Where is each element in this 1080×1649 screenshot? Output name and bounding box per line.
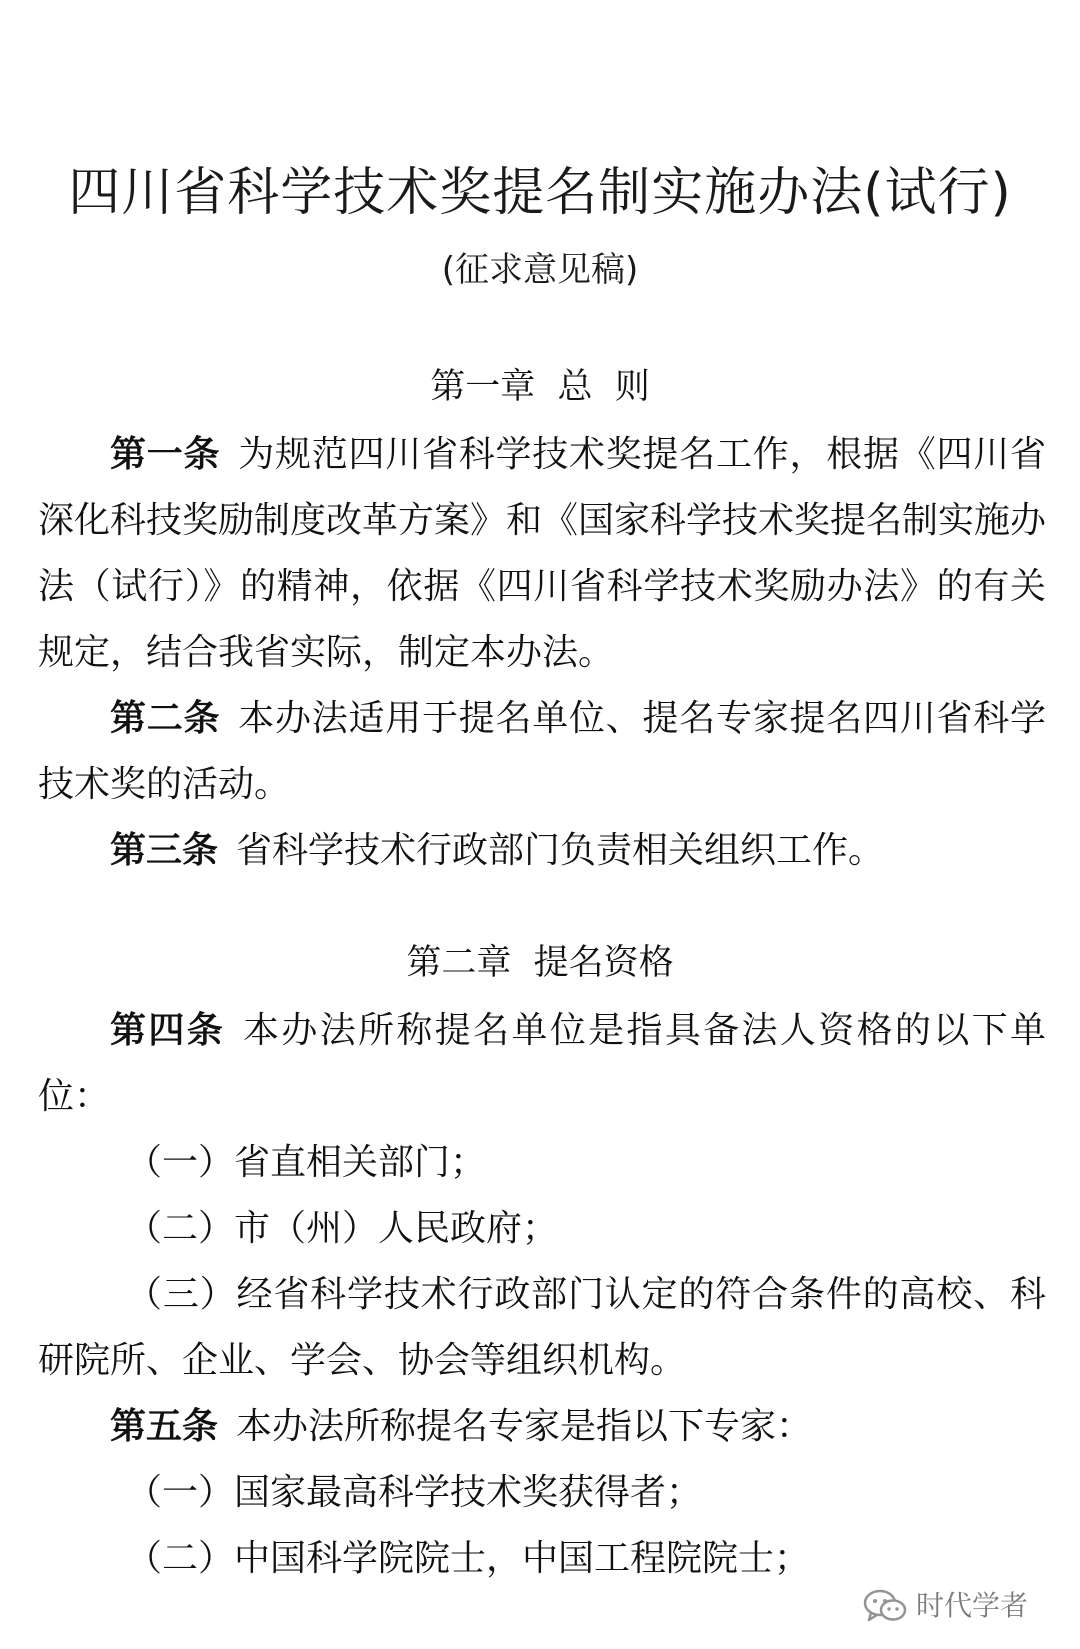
article-3-text: 省科学技术行政部门负责相关组织工作。 <box>236 830 885 871</box>
chapter-2-heading: 第二章 提名资格 <box>406 943 674 983</box>
document-title: 四川省科学技术奖提名制实施办法(试行) <box>68 163 1012 223</box>
article-5-item: （二）中国科学院院士，中国工程院院士； <box>126 1538 811 1579</box>
article-1 <box>38 422 1046 686</box>
chapter-1-heading: 第一章 总 则 <box>430 367 650 407</box>
watermark <box>862 1586 1028 1626</box>
article-2-text: 本办法适用于提名单位、提名专家提名四川省科学技术奖的活动。 <box>38 698 1046 805</box>
article-5-text: 本办法所称提名专家是指以下专家： <box>236 1406 813 1447</box>
article-4-item: （二）市（州）人民政府； <box>126 1208 559 1249</box>
article-1-label: 第一条 <box>110 434 221 475</box>
article-5 <box>38 1394 1046 1460</box>
wechat-official-account-icon <box>862 1586 908 1626</box>
article-4-item: （三）经省科学技术行政部门认定的符合条件的高校、科研院所、企业、学会、协会等组织机构。 <box>38 1274 1046 1381</box>
article-4 <box>38 998 1046 1130</box>
article-2 <box>38 686 1046 818</box>
article-4-text: 本办法所称提名单位是指具备法人资格的以下单位： <box>38 1010 1046 1117</box>
article-5-label: 第五条 <box>110 1406 219 1447</box>
document-subtitle: (征求意见稿) <box>441 250 639 290</box>
article-4-item: （一）省直相关部门； <box>126 1142 487 1183</box>
article-2-label: 第二条 <box>110 698 221 739</box>
article-4-label: 第四条 <box>110 1010 226 1051</box>
article-1-text: 为规范四川省科学技术奖提名工作，根据《四川省深化科技奖励制度改革方案》和《国家科学技术奖提名制实施办法（试行）》的精神，依据《四川省科学技术奖励办法》的有关规定，结合我省实际，制定本办法。 <box>38 434 1047 673</box>
watermark-text: 时代学者 <box>915 1589 1028 1622</box>
article-5-item: （一）国家最高科学技术奖获得者； <box>126 1472 703 1513</box>
chapter-2-body <box>38 998 1046 1592</box>
article-3-label: 第三条 <box>110 830 219 871</box>
article-3 <box>38 818 1046 884</box>
chapter-1-body <box>38 422 1046 884</box>
